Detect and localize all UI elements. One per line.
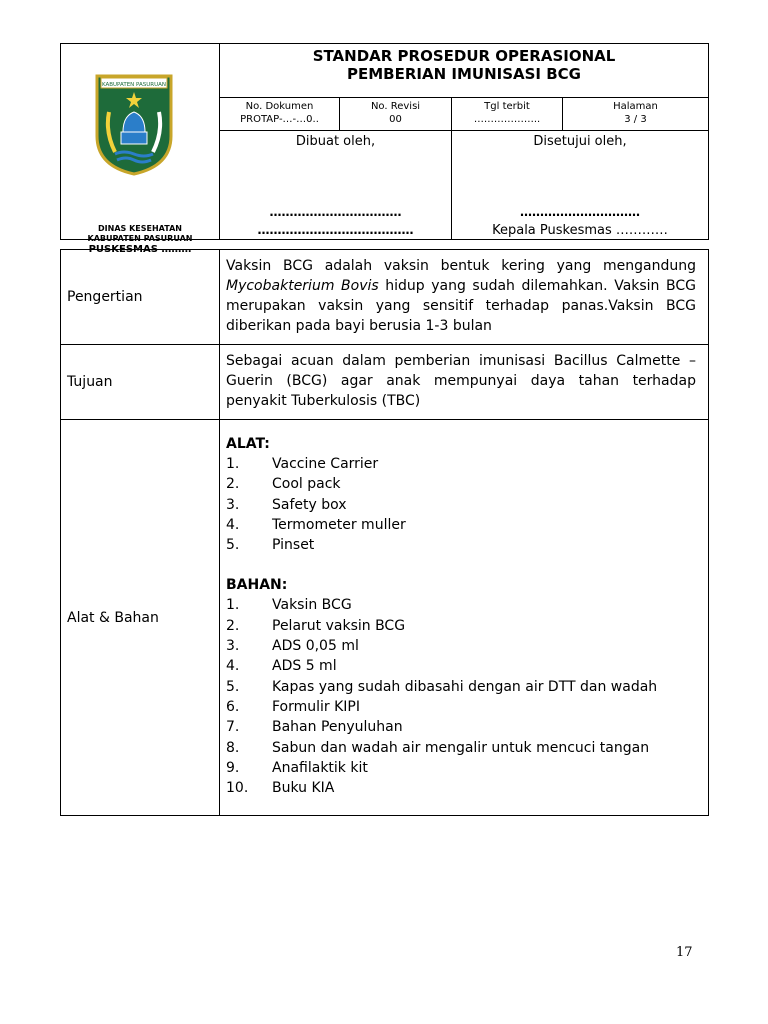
list-item-number: 2. [226, 476, 240, 493]
org-line-3: PUSKESMAS ……… [88, 244, 192, 255]
list-item-number: 9. [226, 759, 240, 776]
list-item-text: ADS 0,05 ml [272, 638, 359, 655]
issue-date-cell [452, 98, 563, 131]
list-item [226, 738, 696, 758]
list-item [226, 717, 696, 737]
bahan-title: BAHAN: [226, 577, 288, 594]
list-item [226, 515, 696, 535]
revision-cell [340, 98, 452, 131]
list-item-text: ADS 5 ml [272, 658, 337, 675]
pengertian-content [220, 250, 709, 345]
document-title [220, 44, 709, 98]
approved-by-cell [452, 131, 709, 240]
list-item [226, 778, 696, 798]
list-item-number: 1. [226, 597, 240, 614]
list-item [226, 758, 696, 778]
title-line-1: STANDAR PROSEDUR OPERASIONAL [312, 47, 616, 65]
approved-by-label: Disetujui oleh, [533, 134, 627, 149]
emblem-banner-text: KABUPATEN PASURUAN [101, 82, 167, 88]
list-item-text: Buku KIA [272, 780, 335, 797]
list-item-text: Anafilaktik kit [272, 759, 368, 776]
made-by-signature-line: …………………………… [269, 205, 402, 219]
pengertian-text-2: hidup yang sudah dilemahkan. Vaksin BCG merupakan vaksin yang sensitif terhadap panas.Vaksin BCG diberikan pada bayi berusia 1-3 bulan [226, 278, 696, 334]
regency-emblem-icon [93, 72, 175, 176]
revision-label: No. Revisi [370, 101, 421, 112]
list-item-text: Kapas yang sudah dibasahi dengan air DTT dan wadah [272, 678, 658, 695]
list-item-number: 10. [226, 780, 249, 797]
list-item-number: 5. [226, 537, 240, 554]
approved-by-title: Kepala Puskesmas ………… [492, 223, 668, 238]
pengertian-label: Pengertian [61, 250, 220, 345]
list-item-number: 3. [226, 638, 240, 655]
list-item-number: 8. [226, 739, 240, 756]
list-item [226, 474, 696, 494]
revision-value: 00 [389, 114, 402, 125]
title-line-2: PEMBERIAN IMUNISASI BCG [347, 65, 581, 83]
list-item-text: Safety box [272, 496, 347, 513]
list-item [226, 454, 696, 474]
alat-bahan-row [61, 420, 709, 816]
list-item-number: 5. [226, 678, 240, 695]
doc-number-label: No. Dokumen [245, 101, 314, 112]
page-cell [563, 98, 709, 131]
page-number: 17 [676, 945, 693, 960]
list-item [226, 595, 696, 615]
list-item-text: Bahan Penyuluhan [272, 719, 403, 736]
list-item [226, 616, 696, 636]
list-item-text: Formulir KIPI [272, 698, 361, 715]
tujuan-label: Tujuan [61, 345, 220, 420]
pengertian-text-1: Vaksin BCG adalah vaksin bentuk kering yang mengandung [226, 258, 696, 274]
list-item-number: 4. [226, 516, 240, 533]
list-item-text: Vaccine Carrier [272, 456, 379, 472]
list-item-number: 2. [226, 617, 240, 634]
made-by-name-line: ………………………………… [257, 223, 414, 237]
issue-date-label: Tgl terbit [484, 101, 530, 112]
list-item [226, 697, 696, 717]
list-item-number: 1. [226, 456, 240, 472]
list-item-text: Pelarut vaksin BCG [272, 617, 406, 634]
alat-bahan-label: Alat & Bahan [61, 420, 220, 816]
issue-date-value: ……………….. [473, 114, 541, 125]
list-item-text: Cool pack [272, 476, 341, 493]
page-label: Halaman [613, 101, 658, 112]
sop-header-table [60, 43, 709, 255]
list-item-text: Pinset [272, 537, 315, 554]
alat-bahan-content [220, 420, 709, 816]
org-line-1: DINAS KESEHATAN [98, 224, 182, 233]
made-by-label: Dibuat oleh, [295, 134, 376, 149]
list-item-text: Vaksin BCG [272, 597, 352, 614]
list-item [226, 535, 696, 555]
list-item [226, 636, 696, 656]
bahan-list [226, 595, 696, 798]
made-by-cell [220, 131, 452, 240]
list-item-text: Sabun dan wadah air mengalir untuk mencuci tangan [272, 739, 650, 756]
tujuan-row [61, 345, 709, 420]
list-item [226, 677, 696, 697]
list-item-number: 4. [226, 658, 240, 675]
pengertian-italic-term: Mycobakterium Bovis [226, 278, 379, 294]
tujuan-content: Sebagai acuan dalam pemberian imunisasi Bacillus Calmette – Guerin (BCG) agar anak mempunyai daya tahan terhadap penyakit Tuberkulosis (TBC) [220, 345, 709, 420]
list-item-number: 7. [226, 719, 240, 736]
doc-number-value: PROTAP-…-…0.. [240, 114, 319, 125]
org-line-2: KABUPATEN PASURUAN [87, 234, 193, 243]
list-item-text: Termometer muller [272, 516, 406, 533]
alat-list [226, 454, 696, 555]
list-item-number: 3. [226, 496, 240, 513]
approved-by-signature-line: ………………………… [520, 205, 640, 219]
list-item [226, 656, 696, 676]
logo-cell [61, 44, 220, 255]
list-item-number: 6. [226, 698, 240, 715]
alat-title: ALAT: [226, 436, 270, 452]
page-value: 3 / 3 [624, 114, 647, 125]
doc-number-cell [220, 98, 340, 131]
list-item [226, 495, 696, 515]
sop-content-table [60, 249, 709, 816]
pengertian-row [61, 250, 709, 345]
